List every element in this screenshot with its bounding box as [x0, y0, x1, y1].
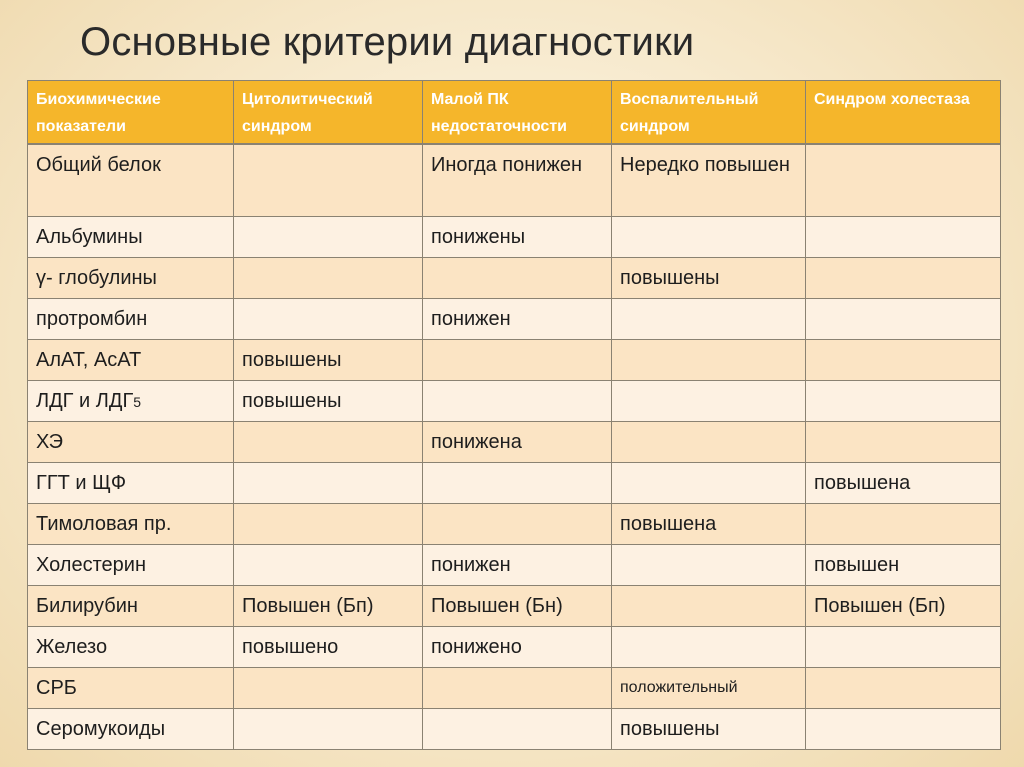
table-cell: повышены	[234, 339, 423, 380]
table-cell	[234, 667, 423, 708]
table-cell: Холестерин	[28, 544, 234, 585]
table-cell	[234, 544, 423, 585]
table-row	[28, 503, 1001, 544]
table-cell	[612, 339, 806, 380]
table-cell: Повышен (Бп)	[234, 585, 423, 626]
table-cell	[612, 298, 806, 339]
table-cell: АлАТ, АсАТ	[28, 339, 234, 380]
ldg-subscript: 5	[133, 393, 142, 410]
table-row	[28, 257, 1001, 298]
table-cell	[234, 298, 423, 339]
table-cell: повышен	[806, 544, 1001, 585]
table-cell: повышено	[234, 626, 423, 667]
table-cell: понижен	[423, 544, 612, 585]
table-cell: понижено	[423, 626, 612, 667]
header-cell: Цитолитический синдром	[234, 81, 423, 145]
table-cell	[234, 216, 423, 257]
table-cell: ГГТ и ЩФ	[28, 462, 234, 503]
table-cell	[423, 339, 612, 380]
table-row	[28, 144, 1001, 216]
table-cell: понижена	[423, 421, 612, 462]
table-cell	[806, 216, 1001, 257]
table-row	[28, 544, 1001, 585]
table-cell	[234, 503, 423, 544]
table-cell	[806, 626, 1001, 667]
table-cell	[234, 421, 423, 462]
table-cell: понижен	[423, 298, 612, 339]
table-cell	[423, 380, 612, 421]
table-row	[28, 216, 1001, 257]
table-cell	[806, 339, 1001, 380]
table-cell: γ- глобулины	[28, 257, 234, 298]
table-cell	[423, 257, 612, 298]
table-cell	[806, 421, 1001, 462]
table-cell: Иногда понижен	[423, 144, 612, 216]
table-cell: Железо	[28, 626, 234, 667]
slide-title: Основные критерии диагностики	[80, 20, 695, 64]
table-row	[28, 421, 1001, 462]
table-header-row	[28, 81, 1001, 145]
table-cell: повышена	[806, 462, 1001, 503]
table-cell: Альбумины	[28, 216, 234, 257]
table-cell	[806, 257, 1001, 298]
table-cell: понижены	[423, 216, 612, 257]
table-row	[28, 380, 1001, 421]
table-row	[28, 298, 1001, 339]
table-cell	[806, 380, 1001, 421]
table-row	[28, 339, 1001, 380]
table-cell	[612, 421, 806, 462]
table-cell	[612, 585, 806, 626]
table-row	[28, 462, 1001, 503]
table-cell	[234, 462, 423, 503]
ldg-label: ЛДГ и ЛДГ	[36, 389, 134, 412]
table-cell	[806, 708, 1001, 749]
table-cell: повышены	[612, 257, 806, 298]
table-cell	[234, 144, 423, 216]
table-cell: Билирубин	[28, 585, 234, 626]
table-cell: Серомукоиды	[28, 708, 234, 749]
table-cell	[612, 462, 806, 503]
table-cell: протромбин	[28, 298, 234, 339]
table-cell	[234, 708, 423, 749]
table-cell	[423, 667, 612, 708]
table-cell	[423, 708, 612, 749]
table-cell: ХЭ	[28, 421, 234, 462]
table-cell	[423, 503, 612, 544]
table-cell	[612, 626, 806, 667]
table-row	[28, 708, 1001, 749]
table-cell: повышена	[612, 503, 806, 544]
table-cell: Нередко повышен	[612, 144, 806, 216]
table-cell: Тимоловая пр.	[28, 503, 234, 544]
table-cell	[806, 667, 1001, 708]
table-cell	[28, 380, 234, 421]
diagnostic-criteria-table	[27, 80, 1001, 750]
table-cell: Повышен (Бп)	[806, 585, 1001, 626]
table-cell	[806, 298, 1001, 339]
table-cell: повышены	[612, 708, 806, 749]
table-cell	[423, 462, 612, 503]
table-row	[28, 626, 1001, 667]
table-row	[28, 585, 1001, 626]
table-cell: СРБ	[28, 667, 234, 708]
header-cell: Воспалительный синдром	[612, 81, 806, 145]
table-cell: Повышен (Бн)	[423, 585, 612, 626]
table-cell: положительный	[612, 667, 806, 708]
table-cell	[612, 544, 806, 585]
table-cell	[806, 144, 1001, 216]
table-cell	[612, 380, 806, 421]
table-cell: повышены	[234, 380, 423, 421]
table-cell	[234, 257, 423, 298]
header-cell: Малой ПК недостаточности	[423, 81, 612, 145]
table-row	[28, 667, 1001, 708]
header-cell: Синдром холестаза	[806, 81, 1001, 145]
header-cell: Биохимические показатели	[28, 81, 234, 145]
table-cell: Общий белок	[28, 144, 234, 216]
table-cell	[612, 216, 806, 257]
table-cell	[806, 503, 1001, 544]
